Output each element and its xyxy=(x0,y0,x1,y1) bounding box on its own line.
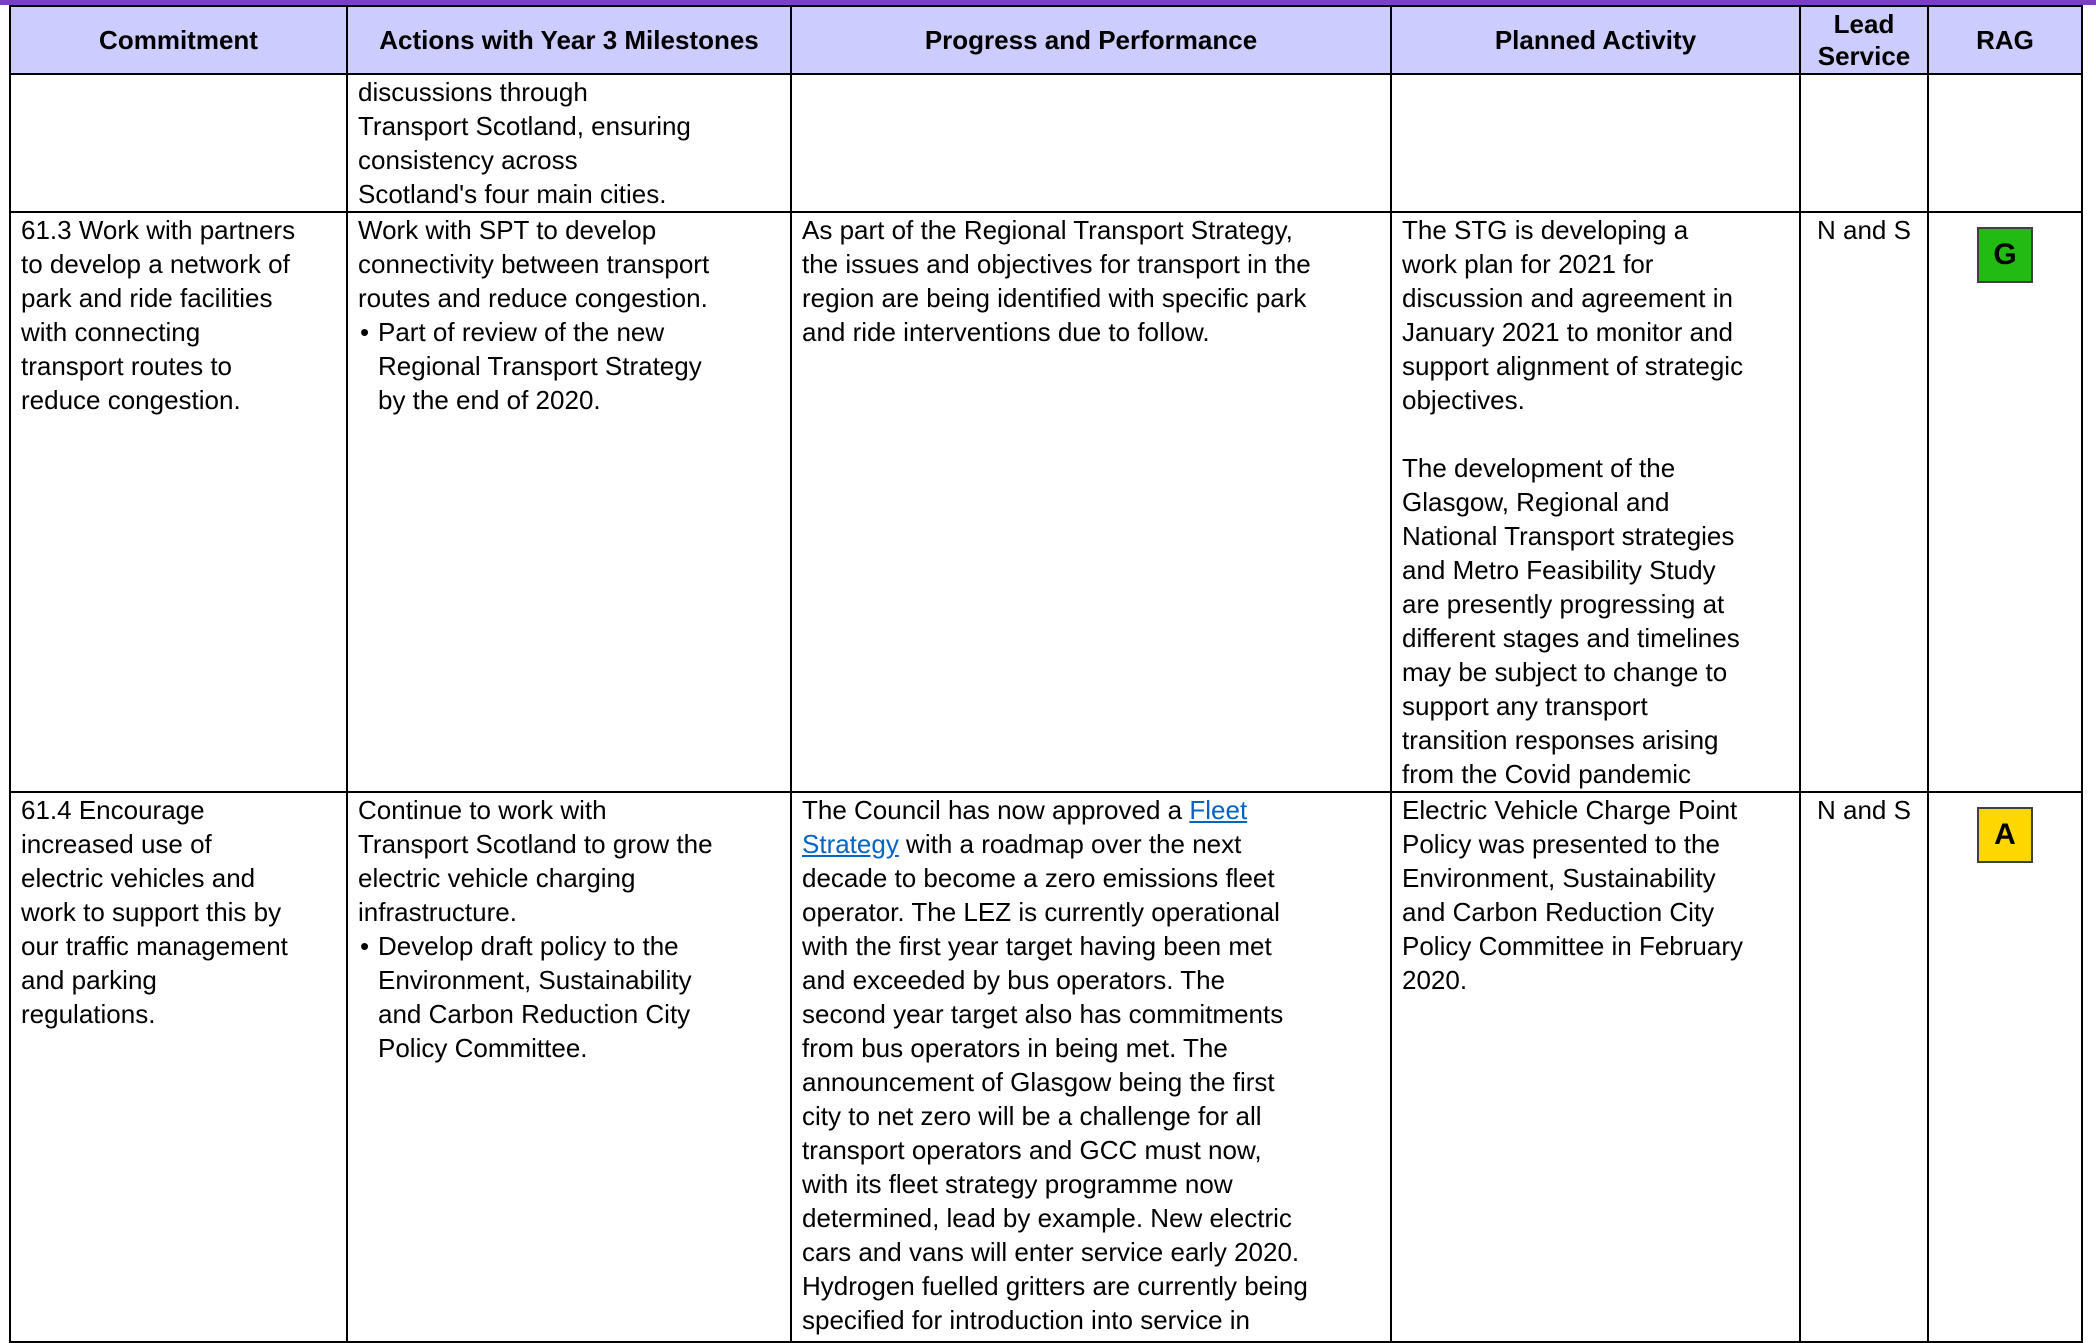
rag-cell xyxy=(1928,212,2082,792)
milestone-item: • Part of review of the new Regional Transport Strategy by the end of 2020. xyxy=(378,315,780,417)
progress-text: As part of the Regional Transport Strategy, the issues and objectives for transport in the region are being identified with specific park and ride interventions due to follow. xyxy=(802,215,1311,347)
progress-cell xyxy=(791,212,1391,792)
lead-service-text: N and S xyxy=(1817,215,1911,245)
actions-intro: Continue to work with Transport Scotland to grow the electric vehicle charging infrastructure. xyxy=(358,795,713,927)
lead-cell xyxy=(1800,792,1928,1342)
lead-service-text: N and S xyxy=(1817,795,1911,825)
table-row xyxy=(10,212,2082,792)
lead-cell xyxy=(1800,212,1928,792)
lead-cell xyxy=(1800,74,1928,212)
milestone-list xyxy=(358,929,780,1065)
planned-text: Electric Vehicle Charge Point Policy was presented to the Environment, Sustainability and Carbon Reduction City Policy Committee in February 2020. xyxy=(1402,795,1743,995)
milestone-item: • Develop draft policy to the Environment, Sustainability and Carbon Reduction City Policy Committee. xyxy=(378,929,780,1065)
header-rag: RAG xyxy=(1928,6,2082,74)
progress-cell xyxy=(791,792,1391,1342)
progress-cell xyxy=(791,74,1391,212)
commitment-cell xyxy=(10,212,347,792)
fleet-strategy-link[interactable]: Fleet Strategy xyxy=(802,795,1248,859)
header-lead-service: Lead Service xyxy=(1800,6,1928,74)
header-commitment: Commitment xyxy=(10,6,347,74)
header-row xyxy=(10,6,2082,74)
actions-text: discussions through Transport Scotland, ensuring consistency across Scotland's four main cities. xyxy=(358,77,691,209)
commitment-text: 61.4 Encourage increased use of electric vehicles and work to support this by our traffic management and parking regulations. xyxy=(21,795,288,1029)
header-planned-activity: Planned Activity xyxy=(1391,6,1800,74)
actions-intro: Work with SPT to develop connectivity between transport routes and reduce congestion. xyxy=(358,215,710,313)
commitment-text: 61.3 Work with partners to develop a network of park and ride facilities with connecting transport routes to reduce congestion. xyxy=(21,215,296,415)
rag-cell xyxy=(1928,74,2082,212)
progress-text-after-link: with a roadmap over the next decade to become a zero emissions fleet operator. The LEZ is currently operational with the first year target having been met and exceeded by bus operators. The second year target also has commitments from bus operators in being met. The announcement of Glasgow being the first city to net zero will be a challenge for all transport operators and GCC must now, with its fleet strategy programme now determined, lead by example. New electric cars and vans will enter service early 2020. Hydrogen fuelled gritters are currently being specified for introduction into service in xyxy=(802,829,1308,1335)
planned-cell xyxy=(1391,74,1800,212)
table-row xyxy=(10,74,2082,212)
commitment-cell xyxy=(10,792,347,1342)
rag-status-badge: A xyxy=(1977,807,2033,863)
rag-cell xyxy=(1928,792,2082,1342)
table-row xyxy=(10,792,2082,1342)
planned-cell xyxy=(1391,792,1800,1342)
planned-paragraph-1: The STG is developing a work plan for 2021 for discussion and agreement in January 2021 to monitor and support alignment of strategic objectives. xyxy=(1402,215,1744,415)
commitments-table xyxy=(9,5,2083,1343)
actions-cell xyxy=(347,792,791,1342)
progress-text-before-link: The Council has now approved a xyxy=(802,795,1190,825)
planned-paragraph-2: The development of the Glasgow, Regional and National Transport strategies and Metro Feasibility Study are presently progressing at different stages and timelines may be subject to change to support any transport transition responses arising from the Covid pandemic xyxy=(1402,453,1740,789)
header-progress: Progress and Performance xyxy=(791,6,1391,74)
commitment-cell xyxy=(10,74,347,212)
actions-cell xyxy=(347,212,791,792)
milestone-list xyxy=(358,315,780,417)
actions-cell xyxy=(347,74,791,212)
header-actions: Actions with Year 3 Milestones xyxy=(347,6,791,74)
planned-cell xyxy=(1391,212,1800,792)
rag-status-badge: G xyxy=(1977,227,2033,283)
progress-text xyxy=(802,793,1380,1337)
